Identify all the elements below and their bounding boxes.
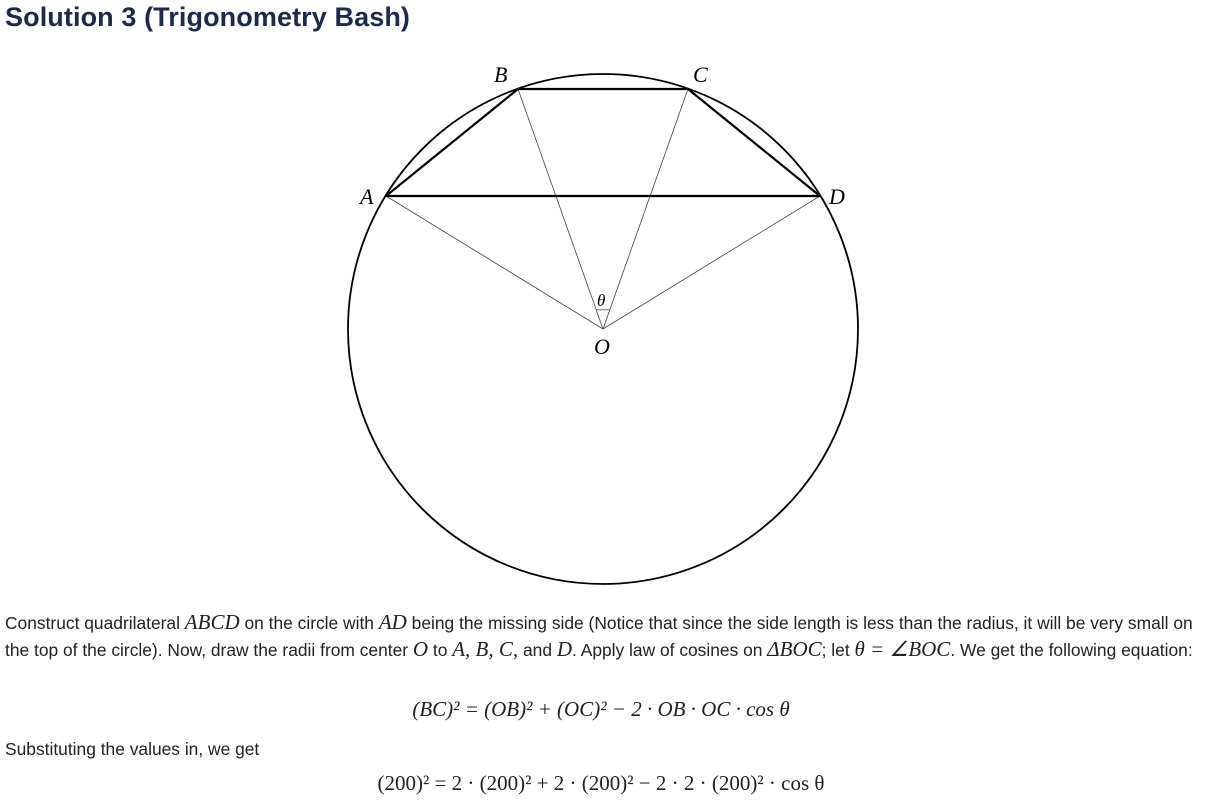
para-text-8: . We get the following equation:	[950, 640, 1193, 660]
math-triangle-BOC: ΔBOC	[767, 637, 822, 661]
label-A: A	[360, 184, 374, 209]
math-D: D	[556, 637, 573, 661]
equation-1-text: (BC)² = (OB)² + (OC)² − 2 · OB · OC · cos θ	[412, 697, 790, 721]
para-text-4: to	[428, 640, 453, 660]
law-of-cosines-equation	[0, 697, 1206, 722]
para-text-5: and	[518, 640, 557, 660]
substituted-equation	[0, 771, 1206, 796]
para-text-1: Construct quadrilateral	[5, 613, 185, 633]
math-ABCD: ABCD	[184, 610, 240, 634]
para-text-7: ; let	[821, 640, 855, 660]
circle-diagram	[0, 50, 1210, 595]
solution-heading: Solution 3 (Trigonometry Bash)	[5, 2, 411, 32]
math-O: O	[412, 637, 429, 661]
radius-OB	[518, 89, 606, 329]
math-ABC: A, B, C,	[452, 637, 519, 661]
para-text-3: being the missing side (Notice that since the side length is less than the radius, it will be very small on the top of the circle). Now, draw the radii from center	[5, 613, 1193, 660]
explanation-paragraph	[5, 609, 1200, 663]
math-AD: AD	[378, 610, 407, 634]
label-O: O	[594, 334, 610, 359]
side-AB	[386, 89, 518, 196]
radius-OC	[603, 89, 688, 329]
radius-OA	[386, 196, 606, 329]
label-theta: θ	[597, 291, 606, 310]
label-B: B	[494, 62, 508, 87]
para-text-6: . Apply law of cosines on	[572, 640, 768, 660]
equation-2-text: (200)² = 2 · (200)² + 2 · (200)² − 2 · 2 · (200)² · cos θ	[377, 771, 825, 795]
label-D: D	[829, 184, 845, 209]
substitution-text: Substituting the values in, we get	[5, 739, 260, 759]
para-text-2: on the circle with	[239, 613, 379, 633]
label-C: C	[693, 62, 708, 87]
math-theta-def: θ = ∠BOC	[854, 637, 951, 661]
side-CD	[688, 89, 820, 196]
radius-OD	[603, 196, 820, 329]
